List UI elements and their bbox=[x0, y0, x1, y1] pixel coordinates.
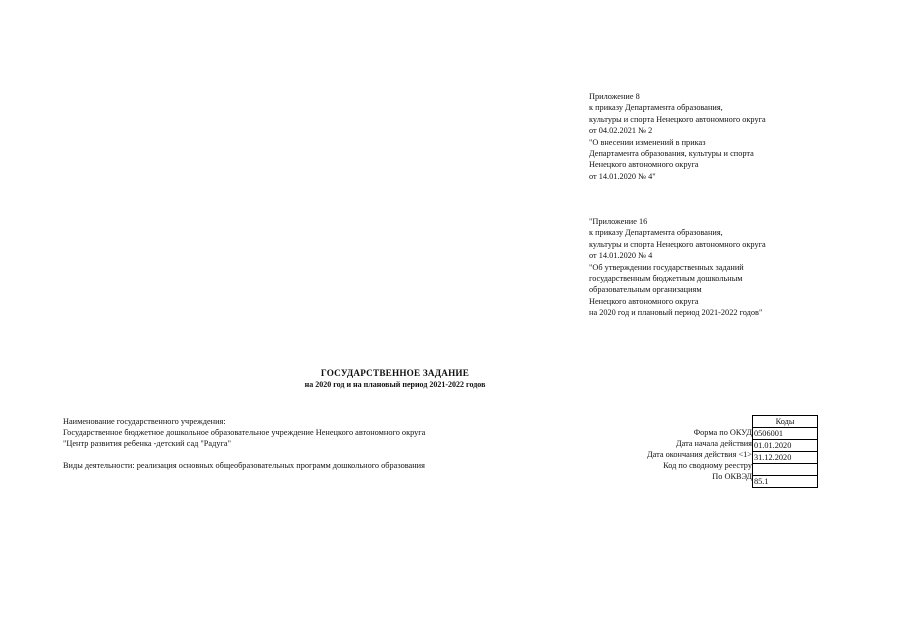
annex-16-line: "Приложение 16 bbox=[589, 217, 648, 226]
codes-header: Коды bbox=[753, 416, 818, 428]
annex-8-line: Приложение 8 bbox=[589, 92, 640, 101]
annex-16-line: культуры и спорта Ненецкого автономного округа bbox=[589, 239, 766, 249]
annex-16-line: образовательным организациям bbox=[589, 285, 702, 295]
registry-code-value bbox=[753, 464, 818, 476]
codes-table bbox=[752, 415, 818, 488]
table-row bbox=[753, 428, 818, 440]
institution-name-line-2: "Центр развития ребенка -детский сад "Радуга" bbox=[63, 439, 231, 448]
annex-16-line: "Об утверждении государственных заданий bbox=[589, 262, 744, 272]
annex-16-line: государственным бюджетным дошкольным bbox=[589, 274, 743, 284]
annex-16-note bbox=[589, 216, 766, 319]
annex-8-line: Ненецкого автономного округа bbox=[589, 160, 699, 170]
annex-16-line: от 14.01.2020 № 4 bbox=[589, 251, 653, 261]
annex-8-line: от 04.02.2021 № 2 bbox=[589, 126, 653, 136]
start-date-value: 01.01.2020 bbox=[753, 440, 818, 452]
okud-value: 0506001 bbox=[753, 428, 818, 440]
annex-8-line: "О внесении изменений в приказ bbox=[589, 137, 706, 147]
document-subtitle: на 2020 год и на плановый период 2021-2022 годов bbox=[304, 380, 486, 389]
annex-8-line: культуры и спорта Ненецкого автономного округа bbox=[589, 114, 766, 124]
okved-value: 85.1 bbox=[753, 476, 818, 488]
document-title: ГОСУДАРСТВЕННОЕ ЗАДАНИЕ bbox=[320, 368, 470, 378]
annex-16-line: к приказу Департамента образования, bbox=[589, 228, 723, 238]
okud-label: Форма по ОКУД bbox=[693, 428, 752, 437]
annex-8-line: от 14.01.2020 № 4" bbox=[589, 171, 656, 181]
annex-16-line: Ненецкого автономного округа bbox=[589, 296, 699, 306]
annex-8-line: Департамента образования, культуры и спорта bbox=[589, 149, 754, 159]
okved-label: По ОКВЭД bbox=[712, 472, 752, 481]
registry-code-label: Код по сводному реестру bbox=[663, 461, 752, 470]
annex-16-line: на 2020 год и плановый период 2021-2022 годов" bbox=[589, 308, 763, 318]
table-row bbox=[753, 476, 818, 488]
annex-8-line: к приказу Департамента образования, bbox=[589, 103, 723, 113]
start-date-label: Дата начала действия bbox=[675, 439, 752, 448]
annex-8-note bbox=[589, 91, 766, 182]
table-row bbox=[753, 452, 818, 464]
institution-name-line-1: Государственное бюджетное дошкольное образовательное учреждение Ненецкого автономного округа bbox=[63, 428, 426, 437]
table-row bbox=[753, 440, 818, 452]
end-date-label: Дата окончания действия <1> bbox=[647, 450, 752, 459]
institution-label: Наименование государственного учреждения: bbox=[63, 417, 226, 426]
end-date-value: 31.12.2020 bbox=[753, 452, 818, 464]
table-row bbox=[753, 464, 818, 476]
activity-type: Виды деятельности: реализация основных общеобразовательных программ дошкольного образования bbox=[63, 461, 425, 470]
document-title-block bbox=[180, 367, 610, 390]
table-row bbox=[753, 416, 818, 428]
